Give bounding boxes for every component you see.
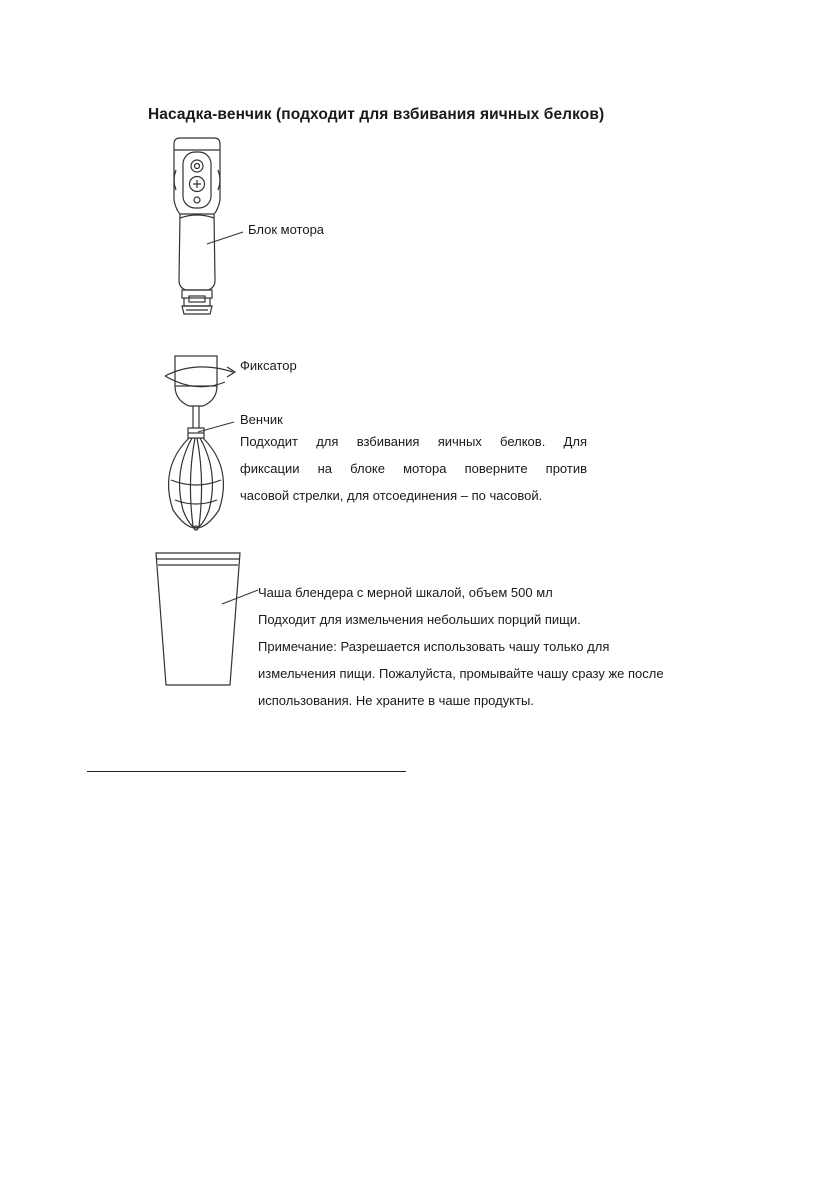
whisk-description-line: фиксации на блоке мотора поверните против xyxy=(240,461,587,476)
motor-unit-label: Блок мотора xyxy=(248,222,325,237)
blender-bowl-illustration xyxy=(150,545,250,695)
bowl-line: использования. Не храните в чаше продукты. xyxy=(258,693,534,708)
whisk-description xyxy=(240,428,587,509)
lock-label: Фиксатор xyxy=(240,358,297,373)
bowl-description xyxy=(258,579,664,714)
motor-leader-line xyxy=(205,228,245,248)
whisk-description-line: Подходит для взбивания яичных белков. Для xyxy=(240,434,587,449)
whisk-description-line: часовой стрелки, для отсоединения – по часовой. xyxy=(240,488,543,503)
whisk-leader-line xyxy=(196,418,236,434)
whisk-label: Венчик xyxy=(240,412,283,427)
bowl-line: Чаша блендера с мерной шкалой, объем 500 мл xyxy=(258,585,553,600)
bowl-leader-line xyxy=(220,586,260,606)
footnote-separator xyxy=(87,771,406,772)
bowl-line: измельчения пищи. Пожалуйста, промывайте чашу сразу же после xyxy=(258,666,664,681)
bowl-line: Подходит для измельчения небольших порций пищи. xyxy=(258,612,581,627)
bowl-line: Примечание: Разрешается использовать чашу только для xyxy=(258,639,610,654)
section-heading: Насадка-венчик (подходит для взбивания яичных белков) xyxy=(148,106,605,123)
